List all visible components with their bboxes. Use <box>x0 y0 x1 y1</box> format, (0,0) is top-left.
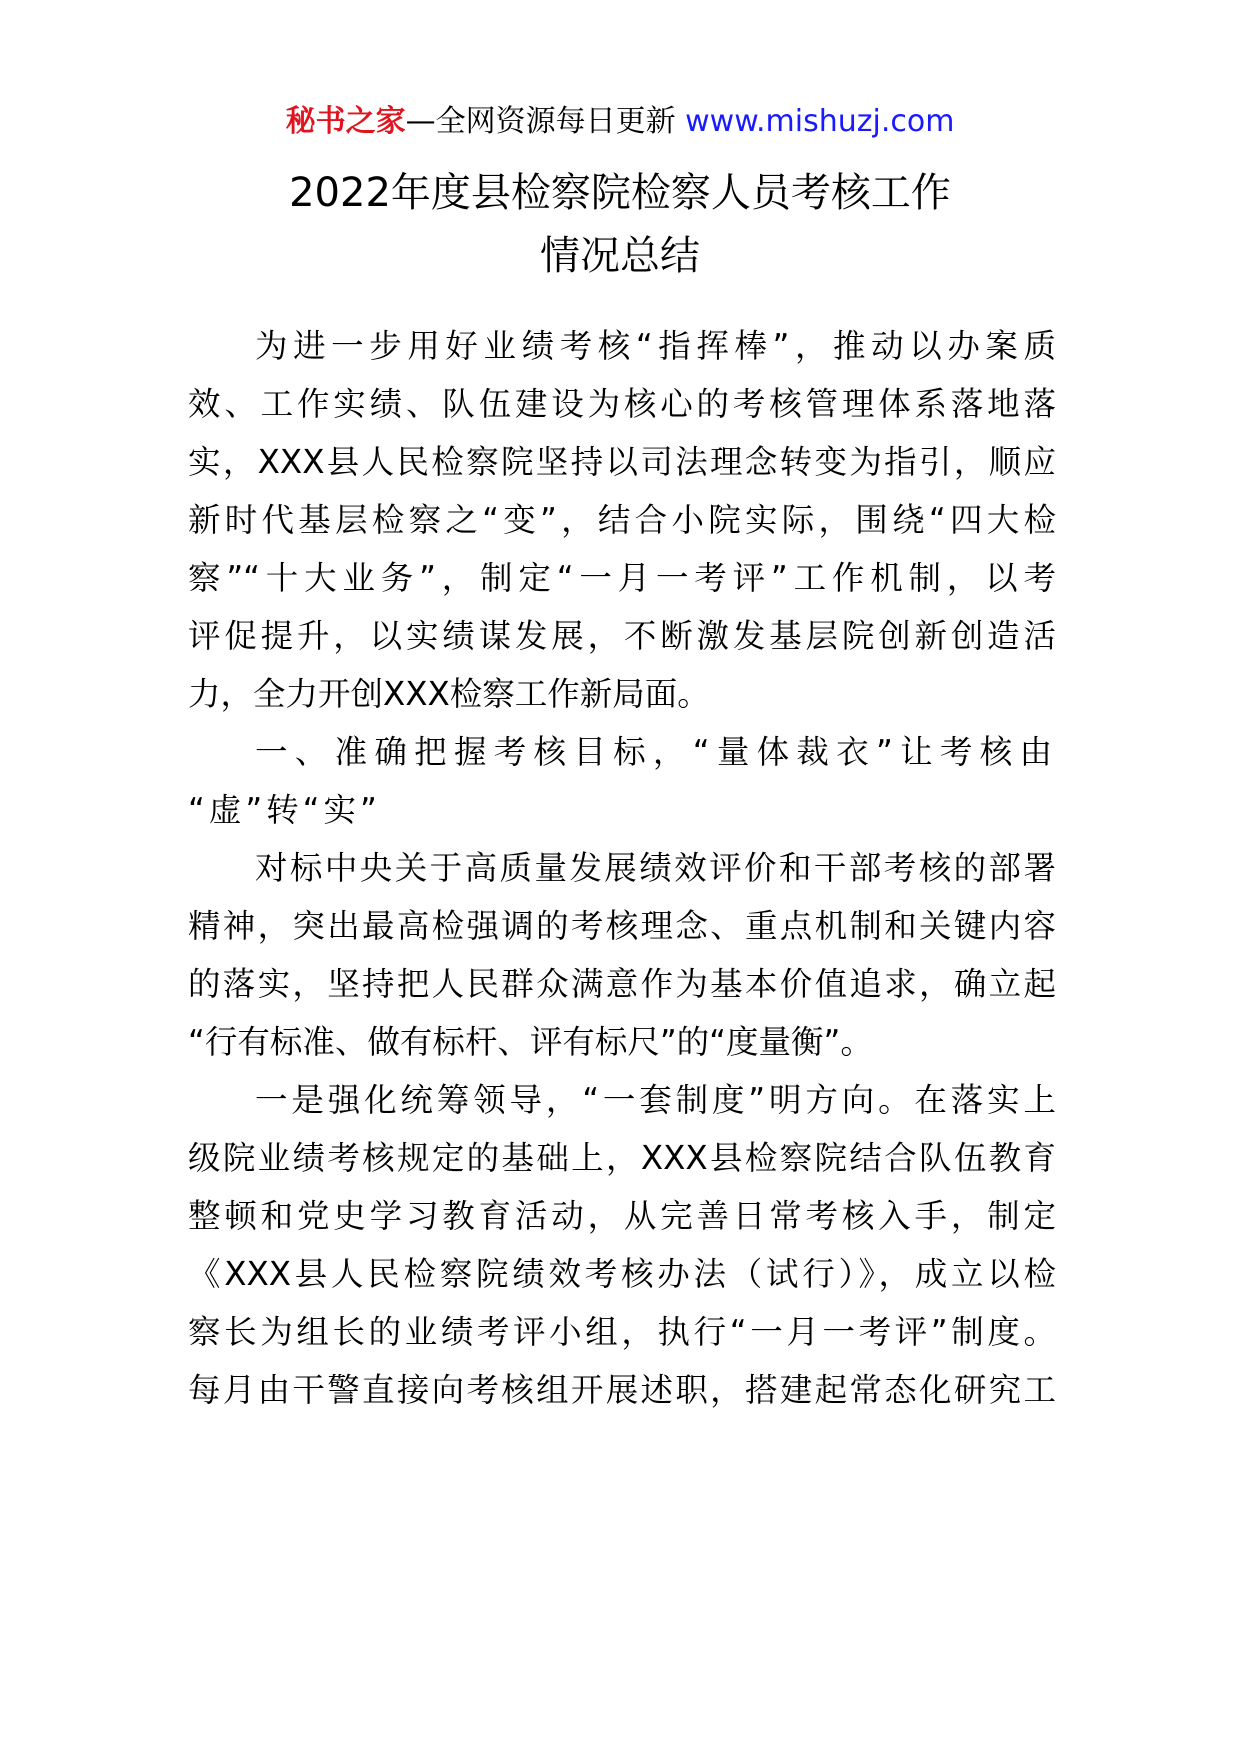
paragraph-line: 实，XXX县人民检察院坚持以司法理念转变为指引，顺应 <box>188 443 1056 481</box>
paragraph-line: 级院业绩考核规定的基础上，XXX县检察院结合队伍教育 <box>188 1139 1056 1177</box>
section-heading-line: 一、准确把握考核目标，“量体裁衣”让考核由 <box>255 733 1056 771</box>
paragraph-line: 察长为组长的业绩考评小组，执行“一月一考评”制度。 <box>188 1313 1056 1351</box>
document-title-line-2: 情况总结 <box>540 233 700 279</box>
brand-name: 秘书之家 <box>285 104 406 139</box>
header-slogan: —全网资源每日更新 <box>405 104 686 139</box>
site-header <box>0 100 1240 144</box>
site-url-link[interactable]: www.mishuzj.com <box>685 104 955 139</box>
paragraph-line: “行有标准、做有标杆、评有标尺”的“度量衡”。 <box>188 1023 873 1061</box>
paragraph-line: 的落实，坚持把人民群众满意作为基本价值追求，确立起 <box>188 965 1056 1003</box>
paragraph-line: 每月由干警直接向考核组开展述职，搭建起常态化研究工 <box>188 1371 1056 1409</box>
section-heading-line: “虚”转“实” <box>188 791 381 829</box>
paragraph-line: 《XXX县人民检察院绩效考核办法（试行）》，成立以检 <box>188 1255 1056 1293</box>
paragraph-line: 评促提升，以实绩谋发展，不断激发基层院创新创造活 <box>188 617 1056 655</box>
paragraph-line: 精神，突出最高检强调的考核理念、重点机制和关键内容 <box>188 907 1056 945</box>
paragraph-line: 新时代基层检察之“变”，结合小院实际，围绕“四大检 <box>188 501 1056 539</box>
paragraph-line: 对标中央关于高质量发展绩效评价和干部考核的部署 <box>255 849 1056 887</box>
paragraph-line: 一是强化统筹领导，“一套制度”明方向。在落实上 <box>255 1081 1056 1119</box>
paragraph-line: 力，全力开创XXX检察工作新局面。 <box>188 675 710 713</box>
paragraph-line: 察”“十大业务”，制定“一月一考评”工作机制，以考 <box>188 559 1056 597</box>
document-title-line-1: 2022年度县检察院检察人员考核工作 <box>289 170 951 216</box>
paragraph-line: 效、工作实绩、队伍建设为核心的考核管理体系落地落 <box>188 385 1056 423</box>
paragraph-line: 整顿和党史学习教育活动，从完善日常考核入手，制定 <box>188 1197 1056 1235</box>
paragraph-line: 为进一步用好业绩考核“指挥棒”，推动以办案质 <box>255 327 1056 365</box>
